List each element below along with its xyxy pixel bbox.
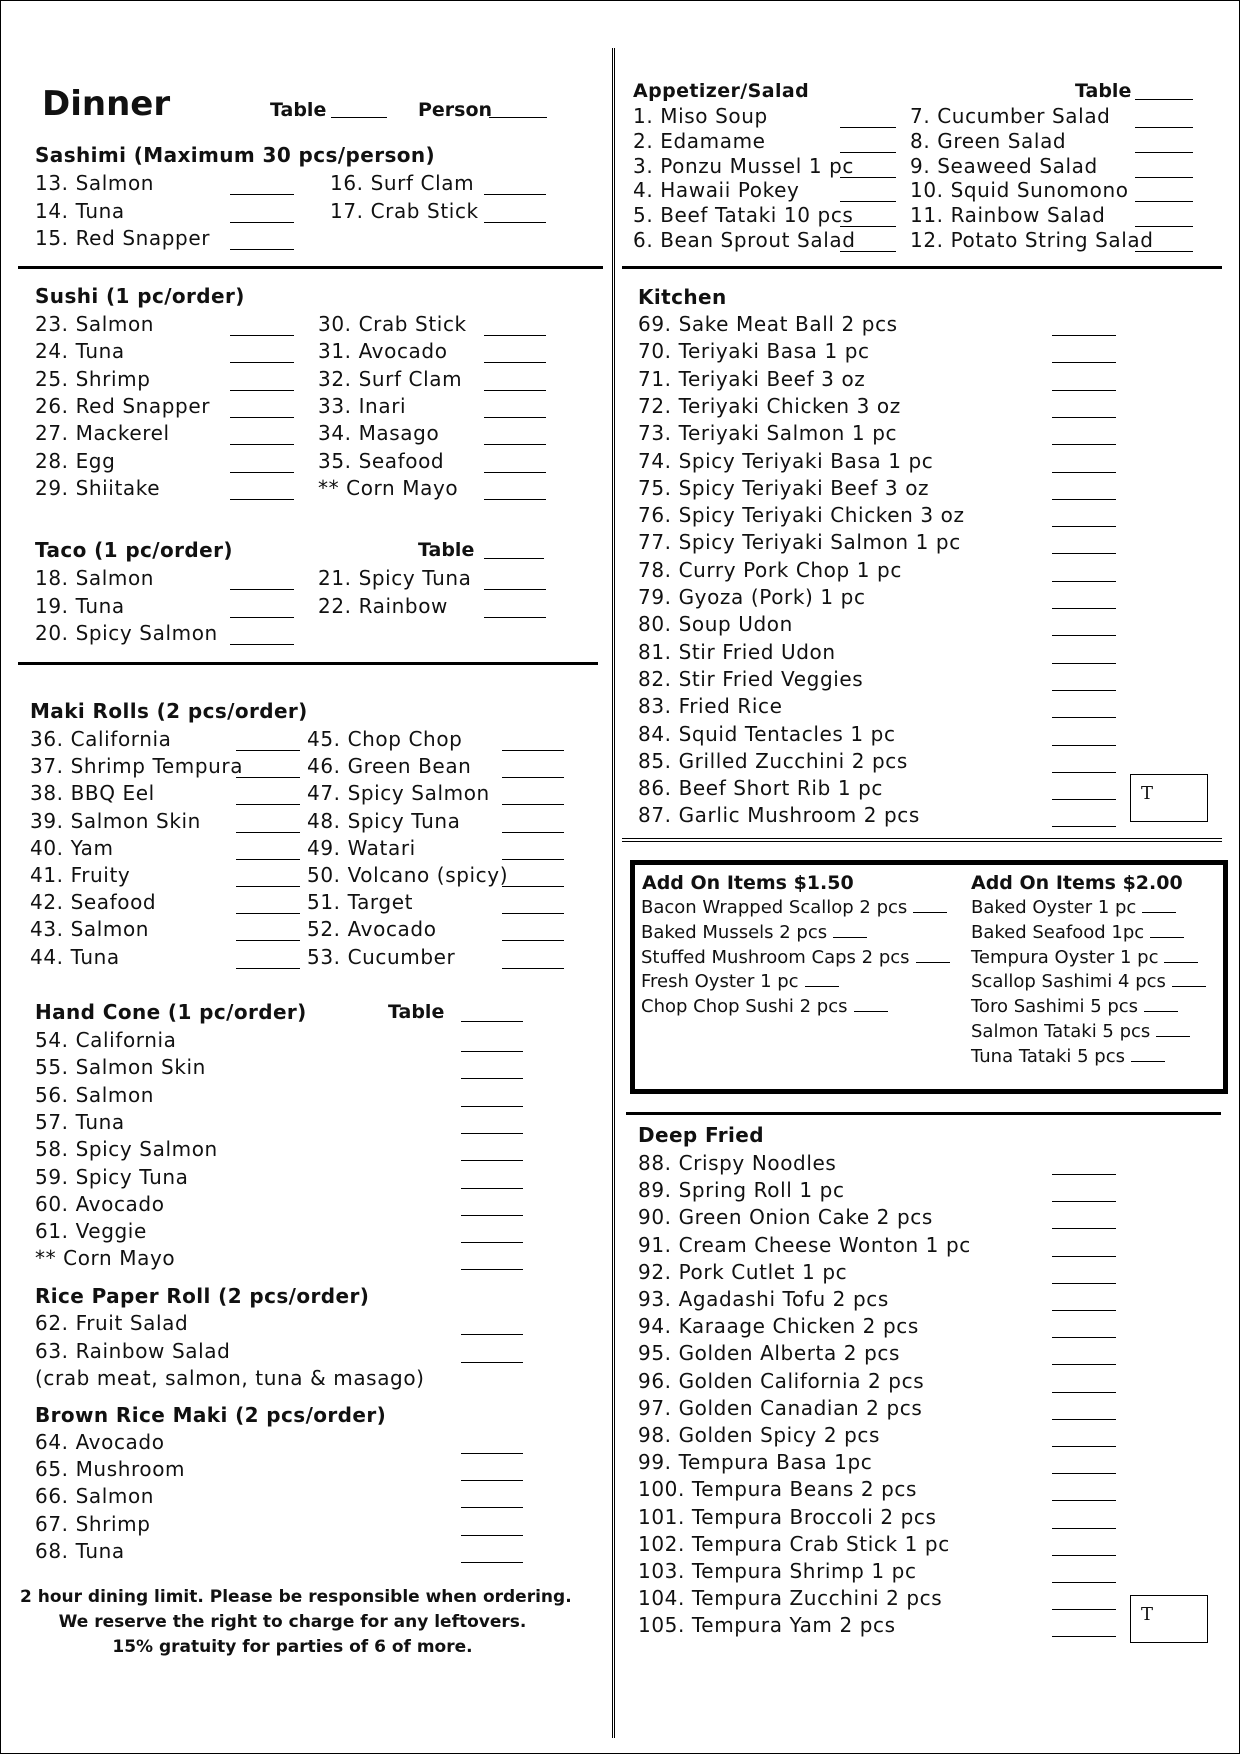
footer-notice [20,1585,572,1660]
handcone-item: 61. Veggie [35,1219,147,1244]
column-divider [612,48,615,1738]
addon-item-label: Fresh Oyster 1 pc [641,971,799,993]
deepfried-qty-field[interactable] [1052,1364,1116,1365]
addon-right-heading: Add On Items $2.00 [971,872,1183,894]
maki-item: 53. Cucumber [307,944,456,969]
maki-item: 38. BBQ Eel [30,781,155,806]
appetizer-item: 8. Green Salad [910,128,1067,153]
sushi-qty-field[interactable] [230,444,294,445]
addon-qty-field[interactable] [833,923,867,938]
kitchen-item: 73. Teriyaki Salmon 1 pc [638,421,898,446]
deepfried-item: 101. Tempura Broccoli 2 pcs [638,1504,937,1529]
total-box-label: T [1141,783,1154,804]
taco-item: 18. Salmon [35,566,155,590]
maki-item: 51. Target [307,890,414,915]
addon-item-label: Baked Mussels 2 pcs [641,921,828,943]
taco-table-field[interactable] [484,558,544,559]
deepfried-qty-field[interactable] [1052,1392,1116,1393]
addon-item [971,923,1184,943]
deepfried-item: 99. Tempura Basa 1pc [638,1450,873,1475]
kitchen-qty-field[interactable] [1052,690,1116,691]
kitchen-item: 81. Stir Fried Udon [638,639,836,664]
sushi-qty-field[interactable] [230,362,294,363]
maki-item: 39. Salmon Skin [30,808,201,833]
appetizer-item: 12. Potato String Salad [910,228,1154,252]
kitchen-heading: Kitchen [638,285,727,309]
addon-left-heading: Add On Items $1.50 [642,872,854,894]
deepfried-item: 94. Karaage Chicken 2 pcs [638,1314,919,1339]
maki-qty-field[interactable] [236,913,300,914]
ricepaper-qty-field[interactable] [461,1362,523,1363]
kitchen-item: 87. Garlic Mushroom 2 pcs [638,803,920,828]
kitchen-item: 83. Fried Rice [638,694,783,719]
maki-qty-field[interactable] [502,913,564,914]
maki-item: 48. Spicy Tuna [307,808,461,833]
taco-item: 21. Spicy Tuna [318,566,472,590]
handcone-item: 56. Salmon [35,1082,155,1107]
section-divider [18,266,603,269]
sushi-item: 25. Shrimp [35,366,151,391]
maki-qty-field[interactable] [502,777,564,778]
sushi-item: 35. Seafood [318,448,445,473]
handcone-item: 59. Spicy Tuna [35,1164,189,1189]
handcone-qty-field[interactable] [461,1215,523,1216]
deepfried-qty-field[interactable] [1052,1609,1116,1610]
section-divider [626,1112,1221,1115]
sashimi-item: 15. Red Snapper [35,226,211,250]
taco-qty-field[interactable] [230,589,294,590]
deepfried-item: 102. Tempura Crab Stick 1 pc [638,1531,950,1556]
kitchen-qty-field[interactable] [1052,553,1116,554]
sushi-item: 29. Shiitake [35,475,161,500]
sushi-qty-field[interactable] [230,390,294,391]
maki-item: 36. California [30,727,172,751]
appetizer-table-field[interactable] [1135,99,1193,100]
addon-item-label: Tuna Tataki 5 pcs [971,1045,1125,1067]
sashimi-qty-field[interactable] [484,222,546,223]
deepfried-qty-field[interactable] [1052,1201,1116,1202]
appetizer-item: 2. Edamame [633,128,766,153]
deepfried-qty-field[interactable] [1052,1419,1116,1420]
appetizer-qty-field[interactable] [840,127,896,128]
brownrice-qty-field[interactable] [461,1480,523,1481]
maki-qty-field[interactable] [236,750,300,751]
sushi-qty-field[interactable] [484,444,546,445]
ricepaper-heading: Rice Paper Roll (2 pcs/order) [35,1284,370,1308]
kitchen-qty-field[interactable] [1052,799,1116,800]
handcone-item: ** Corn Mayo [35,1246,176,1271]
maki-item: 50. Volcano (spicy) [307,863,509,887]
kitchen-qty-field[interactable] [1052,635,1116,636]
handcone-qty-field[interactable] [461,1188,523,1189]
page-title: Dinner [42,84,171,124]
sushi-item: 23. Salmon [35,312,155,336]
kitchen-item: 69. Sake Meat Ball 2 pcs [638,312,898,336]
kitchen-item: 77. Spicy Teriyaki Salmon 1 pc [638,530,961,555]
kitchen-qty-field[interactable] [1052,417,1116,418]
deepfried-item: 103. Tempura Shrimp 1 pc [638,1559,917,1583]
appetizer-item: 5. Beef Tataki 10 pcs [633,203,854,228]
deepfried-item: 90. Green Onion Cake 2 pcs [638,1205,933,1230]
handcone-qty-field[interactable] [461,1160,523,1161]
addon-item-label: Baked Seafood 1pc [971,921,1145,943]
maki-qty-field[interactable] [502,750,564,751]
maki-qty-field[interactable] [502,968,564,969]
maki-item: 37. Shrimp Tempura [30,754,244,779]
appetizer-qty-field[interactable] [840,177,896,178]
taco-item: 22. Rainbow [318,593,448,618]
sushi-item: 26. Red Snapper [35,393,211,418]
kitchen-item: 80. Soup Udon [638,612,793,637]
appetizer-qty-field[interactable] [840,251,896,252]
handcone-item: 55. Salmon Skin [35,1055,206,1080]
sushi-qty-field[interactable] [484,499,546,500]
appetizer-item: 11. Rainbow Salad [910,203,1106,228]
sushi-heading: Sushi (1 pc/order) [35,284,245,308]
deepfried-item: 93. Agadashi Tofu 2 pcs [638,1287,889,1311]
sushi-qty-field[interactable] [230,472,294,473]
appetizer-item: 6. Bean Sprout Salad [633,228,856,252]
deepfried-item: 104. Tempura Zucchini 2 pcs [638,1586,943,1611]
handcone-item: 60. Avocado [35,1191,165,1216]
addon-item [971,898,1176,918]
kitchen-qty-field[interactable] [1052,826,1116,827]
appetizer-qty-field[interactable] [1135,177,1193,178]
sashimi-item: 17. Crab Stick [330,198,479,223]
addon-qty-field[interactable] [1156,1022,1190,1037]
deepfried-item: 96. Golden California 2 pcs [638,1368,925,1393]
sushi-qty-field[interactable] [484,335,546,336]
addon-qty-field[interactable] [916,948,950,963]
addon-qty-field[interactable] [854,997,888,1012]
section-divider [622,266,1222,269]
kitchen-item: 78. Curry Pork Chop 1 pc [638,557,902,582]
kitchen-item: 86. Beef Short Rib 1 pc [638,776,884,801]
maki-heading: Maki Rolls (2 pcs/order) [30,699,308,723]
appetizer-item: 9. Seaweed Salad [910,153,1098,178]
handcone-qty-field[interactable] [461,1242,523,1243]
kitchen-item: 75. Spicy Teriyaki Beef 3 oz [638,475,930,500]
taco-qty-field[interactable] [484,617,546,618]
table-field[interactable] [331,117,387,118]
appetizer-item: 1. Miso Soup [633,104,768,128]
brownrice-item: 66. Salmon [35,1484,155,1509]
maki-item: 42. Seafood [30,890,157,915]
handcone-qty-field[interactable] [461,1106,523,1107]
brownrice-item: 67. Shrimp [35,1511,151,1536]
section-divider [622,838,1222,842]
addon-item [641,972,839,992]
addon-item-label: Tempura Oyster 1 pc [971,946,1159,968]
addon-item [971,997,1178,1017]
kitchen-qty-field[interactable] [1052,717,1116,718]
sushi-item: 24. Tuna [35,339,125,364]
footer-line: 15% gratuity for parties of 6 of more. [112,1637,473,1657]
maki-qty-field[interactable] [502,886,564,887]
sushi-item: 33. Inari [318,393,407,418]
kitchen-qty-field[interactable] [1052,745,1116,746]
kitchen-item: 79. Gyoza (Pork) 1 pc [638,585,866,609]
maki-qty-field[interactable] [236,940,300,941]
addon-qty-field[interactable] [1172,972,1206,987]
sashimi-item: 13. Salmon [35,171,155,195]
maki-item: 46. Green Bean [307,754,472,779]
addon-item [971,972,1206,992]
deepfried-item: 97. Golden Canadian 2 pcs [638,1395,923,1420]
brownrice-qty-field[interactable] [461,1507,523,1508]
addon-item-label: Toro Sashimi 5 pcs [971,996,1139,1018]
maki-item: 43. Salmon [30,917,150,942]
total-box-label: T [1141,1604,1154,1625]
addon-item [971,948,1198,968]
maki-qty-field[interactable] [502,940,564,941]
kitchen-qty-field[interactable] [1052,772,1116,773]
handcone-item: 57. Tuna [35,1109,125,1134]
kitchen-item: 72. Teriyaki Chicken 3 oz [638,393,901,418]
addon-qty-field[interactable] [805,972,839,987]
table-label: Table [270,99,327,121]
sushi-item: 30. Crab Stick [318,312,467,336]
taco-item: 20. Spicy Salmon [35,621,218,645]
sushi-item: 32. Surf Clam [318,366,463,391]
deepfried-item: 98. Golden Spicy 2 pcs [638,1423,881,1447]
addon-qty-field[interactable] [1131,1047,1165,1062]
deepfried-qty-field[interactable] [1052,1310,1116,1311]
ricepaper-qty-field[interactable] [461,1334,523,1335]
addon-qty-field[interactable] [913,898,947,913]
addon-item [971,1022,1190,1042]
deepfried-item: 105. Tempura Yam 2 pcs [638,1613,896,1638]
addon-item-label: Scallop Sashimi 4 pcs [971,971,1166,993]
deepfried-item: 89. Spring Roll 1 pc [638,1178,845,1203]
deepfried-qty-field[interactable] [1052,1228,1116,1229]
kitchen-item: 74. Spicy Teriyaki Basa 1 pc [638,448,934,473]
deepfried-qty-field[interactable] [1052,1528,1116,1529]
sushi-item: 31. Avocado [318,339,448,364]
maki-item: 44. Tuna [30,944,120,969]
taco-qty-field[interactable] [230,644,294,645]
taco-item: 19. Tuna [35,593,125,618]
footer-line: 2 hour dining limit. Please be responsible when ordering. [20,1587,572,1607]
maki-item: 40. Yam [30,835,114,860]
maki-qty-field[interactable] [236,968,300,969]
taco-qty-field[interactable] [484,589,546,590]
deepfried-item: 88. Crispy Noodles [638,1151,837,1175]
deepfried-qty-field[interactable] [1052,1555,1116,1556]
handcone-heading: Hand Cone (1 pc/order) [35,1000,307,1024]
kitchen-qty-field[interactable] [1052,499,1116,500]
kitchen-item: 71. Teriyaki Beef 3 oz [638,366,866,391]
sushi-item: 28. Egg [35,448,116,473]
kitchen-item: 84. Squid Tentacles 1 pc [638,721,896,746]
maki-item: 41. Fruity [30,863,131,887]
kitchen-qty-field[interactable] [1052,472,1116,473]
maki-item: 47. Spicy Salmon [307,781,490,806]
ricepaper-item: 62. Fruit Salad [35,1311,189,1335]
addon-item-label: Stuffed Mushroom Caps 2 pcs [641,946,910,968]
brownrice-qty-field[interactable] [461,1535,523,1536]
footer-line: We reserve the right to charge for any leftovers. [58,1612,527,1632]
deepfried-qty-field[interactable] [1052,1283,1116,1284]
kitchen-qty-field[interactable] [1052,335,1116,336]
kitchen-qty-field[interactable] [1052,526,1116,527]
appetizer-qty-field[interactable] [1135,127,1193,128]
sushi-item: ** Corn Mayo [318,475,459,500]
appetizer-qty-field[interactable] [1135,201,1193,202]
kitchen-item: 85. Grilled Zucchini 2 pcs [638,748,908,773]
addon-item [641,948,950,968]
sushi-item: 27. Mackerel [35,421,170,446]
ricepaper-note: (crab meat, salmon, tuna & masago) [35,1366,425,1390]
person-label: Person [418,99,493,121]
maki-qty-field[interactable] [502,859,564,860]
handcone-item: 58. Spicy Salmon [35,1137,218,1162]
sushi-qty-field[interactable] [230,335,294,336]
deepfried-qty-field[interactable] [1052,1500,1116,1501]
kitchen-qty-field[interactable] [1052,444,1116,445]
deepfried-qty-field[interactable] [1052,1473,1116,1474]
deepfried-item: 91. Cream Cheese Wonton 1 pc [638,1232,971,1257]
sushi-qty-field[interactable] [484,390,546,391]
kitchen-qty-field[interactable] [1052,581,1116,582]
kitchen-item: 82. Stir Fried Veggies [638,666,864,691]
appetizer-item: 3. Ponzu Mussel 1 pc [633,153,854,178]
addon-qty-field[interactable] [1142,898,1176,913]
sashimi-item: 16. Surf Clam [330,171,475,195]
kitchen-qty-field[interactable] [1052,390,1116,391]
kitchen-total-box[interactable] [1130,774,1208,822]
person-field[interactable] [489,117,547,118]
brownrice-item: 64. Avocado [35,1430,165,1454]
maki-item: 49. Watari [307,835,416,860]
addon-item-label: Chop Chop Sushi 2 pcs [641,996,848,1018]
maki-qty-field[interactable] [236,777,300,778]
addon-qty-field[interactable] [1164,948,1198,963]
brownrice-qty-field[interactable] [461,1562,523,1563]
appetizer-qty-field[interactable] [840,152,896,153]
handcone-qty-field[interactable] [461,1051,523,1052]
kitchen-qty-field[interactable] [1052,608,1116,609]
sashimi-qty-field[interactable] [230,222,294,223]
addon-item-label: Bacon Wrapped Scallop 2 pcs [641,897,908,918]
deepfried-item: 95. Golden Alberta 2 pcs [638,1341,900,1366]
sashimi-qty-field[interactable] [230,194,294,195]
maki-qty-field[interactable] [502,832,564,833]
brownrice-qty-field[interactable] [461,1453,523,1454]
deepfried-qty-field[interactable] [1052,1337,1116,1338]
deepfried-heading: Deep Fried [638,1123,764,1147]
deepfried-qty-field[interactable] [1052,1256,1116,1257]
appetizer-item: 7. Cucumber Salad [910,104,1111,128]
sushi-qty-field[interactable] [484,417,546,418]
deepfried-item: 100. Tempura Beans 2 pcs [638,1477,918,1502]
appetizer-item: 10. Squid Sunomono [910,178,1129,203]
addon-item-label: Baked Oyster 1 pc [971,897,1137,918]
handcone-qty-field[interactable] [461,1269,523,1270]
brownrice-heading: Brown Rice Maki (2 pcs/order) [35,1403,387,1427]
addon-item [641,898,947,918]
appetizer-heading: Appetizer/Salad [633,80,810,102]
handcone-table-field[interactable] [461,1021,523,1022]
sushi-qty-field[interactable] [484,472,546,473]
handcone-table-label: Table [388,1001,445,1023]
handcone-qty-field[interactable] [461,1078,523,1079]
maki-item: 52. Avocado [307,917,437,942]
deepfried-total-box[interactable] [1130,1595,1208,1643]
sushi-qty-field[interactable] [230,499,294,500]
handcone-qty-field[interactable] [461,1133,523,1134]
deepfried-qty-field[interactable] [1052,1174,1116,1175]
addon-item-label: Salmon Tataki 5 pcs [971,1021,1151,1042]
sushi-qty-field[interactable] [230,417,294,418]
deepfried-qty-field[interactable] [1052,1582,1116,1583]
kitchen-item: 76. Spicy Teriyaki Chicken 3 oz [638,503,965,528]
sashimi-item: 14. Tuna [35,198,125,223]
deepfried-qty-field[interactable] [1052,1636,1116,1637]
maki-qty-field[interactable] [236,804,300,805]
appetizer-qty-field[interactable] [1135,251,1193,252]
maki-qty-field[interactable] [236,832,300,833]
handcone-item: 54. California [35,1028,177,1052]
kitchen-qty-field[interactable] [1052,362,1116,363]
addon-qty-field[interactable] [1144,997,1178,1012]
deepfried-item: 92. Pork Cutlet 1 pc [638,1259,848,1284]
taco-heading: Taco (1 pc/order) [35,538,233,562]
deepfried-qty-field[interactable] [1052,1446,1116,1447]
sashimi-qty-field[interactable] [484,194,546,195]
section-divider [18,662,598,665]
sashimi-qty-field[interactable] [230,249,294,250]
sashimi-heading: Sashimi (Maximum 30 pcs/person) [35,143,436,167]
sushi-item: 34. Masago [318,421,440,446]
taco-qty-field[interactable] [230,617,294,618]
brownrice-item: 65. Mushroom [35,1457,186,1482]
maki-qty-field[interactable] [236,859,300,860]
maki-item: 45. Chop Chop [307,727,463,751]
appetizer-item: 4. Hawaii Pokey [633,178,800,203]
addon-item [641,923,867,943]
kitchen-item: 70. Teriyaki Basa 1 pc [638,339,870,364]
maki-qty-field[interactable] [236,886,300,887]
ricepaper-item: 63. Rainbow Salad [35,1338,231,1363]
addon-qty-field[interactable] [1150,923,1184,938]
addon-item [641,997,888,1017]
kitchen-qty-field[interactable] [1052,663,1116,664]
sushi-qty-field[interactable] [484,362,546,363]
appetizer-qty-field[interactable] [1135,152,1193,153]
maki-qty-field[interactable] [502,804,564,805]
brownrice-item: 68. Tuna [35,1538,125,1563]
appetizer-table-label: Table [1075,80,1132,102]
addon-item [971,1047,1165,1067]
taco-table-label: Table [418,539,475,561]
